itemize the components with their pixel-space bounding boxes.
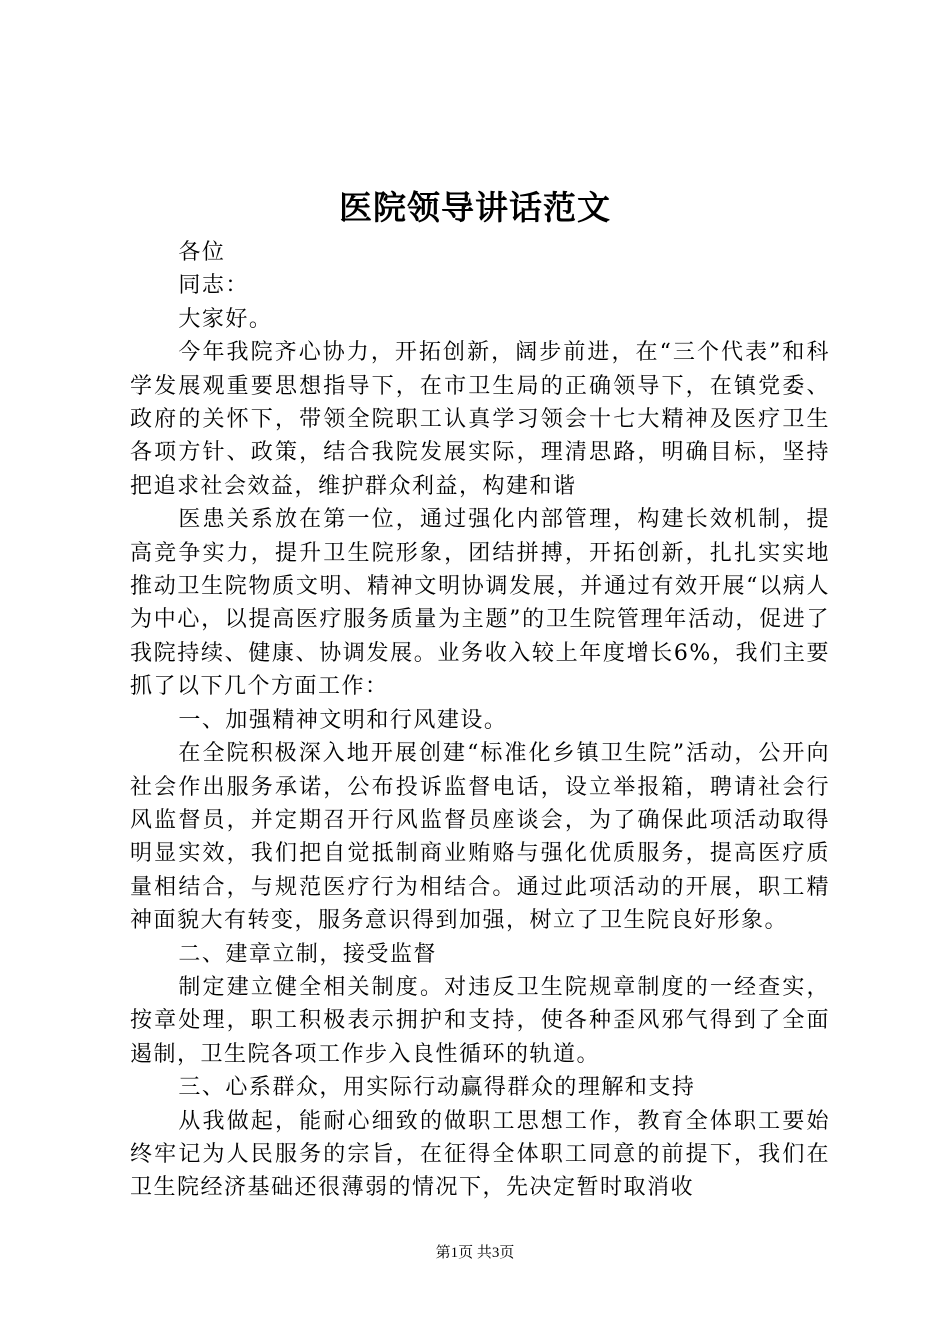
paragraph: 大家好。 bbox=[178, 306, 273, 332]
paragraph: 医患关系放在第一位，通过强化内部管理，构建长效机制，提高竞争实力，提升卫生院形象，团结拼搏，开拓创新，扎扎实实地推动卫生院物质文明、精神文明协调发展，并通过有效开展“以病人为中心，以提高医疗服务质量为主题”的卫生院管理年活动，促进了我院持续、健康、协调发展。业务收入较上年度增长6%，我们主要抓了以下几个方面工作： bbox=[130, 507, 830, 700]
paragraph: 各位 bbox=[178, 240, 226, 265]
document-title: 医院领导讲话范文 bbox=[339, 188, 611, 227]
section-heading: 一、加强精神文明和行风建设。 bbox=[178, 707, 508, 733]
page-footer: 第1页 共3页 bbox=[435, 1245, 515, 1261]
paragraph: 在全院积极深入地开展创建“标准化乡镇卫生院”活动，公开向社会作出服务承诺，公布投诉监督电话，设立举报箱，聘请社会行风监督员，并定期召开行风监督员座谈会，为了确保此项活动取得明显实效，我们把自觉抵制商业贿赂与强化优质服务，提高医疗质量相结合，与规范医疗行为相结合。通过此项活动的开展，职工精神面貌大有转变，服务意识得到加强，树立了卫生院良好形象。 bbox=[130, 741, 830, 934]
paragraph: 今年我院齐心协力，开拓创新，阔步前进，在“三个代表”和科学发展观重要思想指导下，在市卫生局的正确领导下，在镇党委、政府的关怀下，带领全院职工认真学习领会十七大精神及医疗卫生各项方针、政策，结合我院发展实际，理清思路，明确目标，坚持把追求社会效益，维护群众利益，构建和谐 bbox=[130, 340, 830, 499]
paragraph: 从我做起，能耐心细致的做职工思想工作，教育全体职工要始终牢记为人民服务的宗旨，在征得全体职工同意的前提下，我们在卫生院经济基础还很薄弱的情况下，先决定暂时取消收 bbox=[130, 1108, 830, 1201]
paragraph: 制定建立健全相关制度。对违反卫生院规章制度的一经查实，按章处理，职工积极表示拥护和支持，使各种歪风邪气得到了全面遏制，卫生院各项工作步入良性循环的轨道。 bbox=[130, 974, 830, 1067]
section-heading: 二、建章立制，接受监督 bbox=[178, 941, 437, 967]
section-heading: 三、心系群众，用实际行动赢得群众的理解和支持 bbox=[178, 1075, 696, 1101]
document-body bbox=[130, 236, 830, 1205]
paragraph: 同志： bbox=[178, 273, 249, 299]
